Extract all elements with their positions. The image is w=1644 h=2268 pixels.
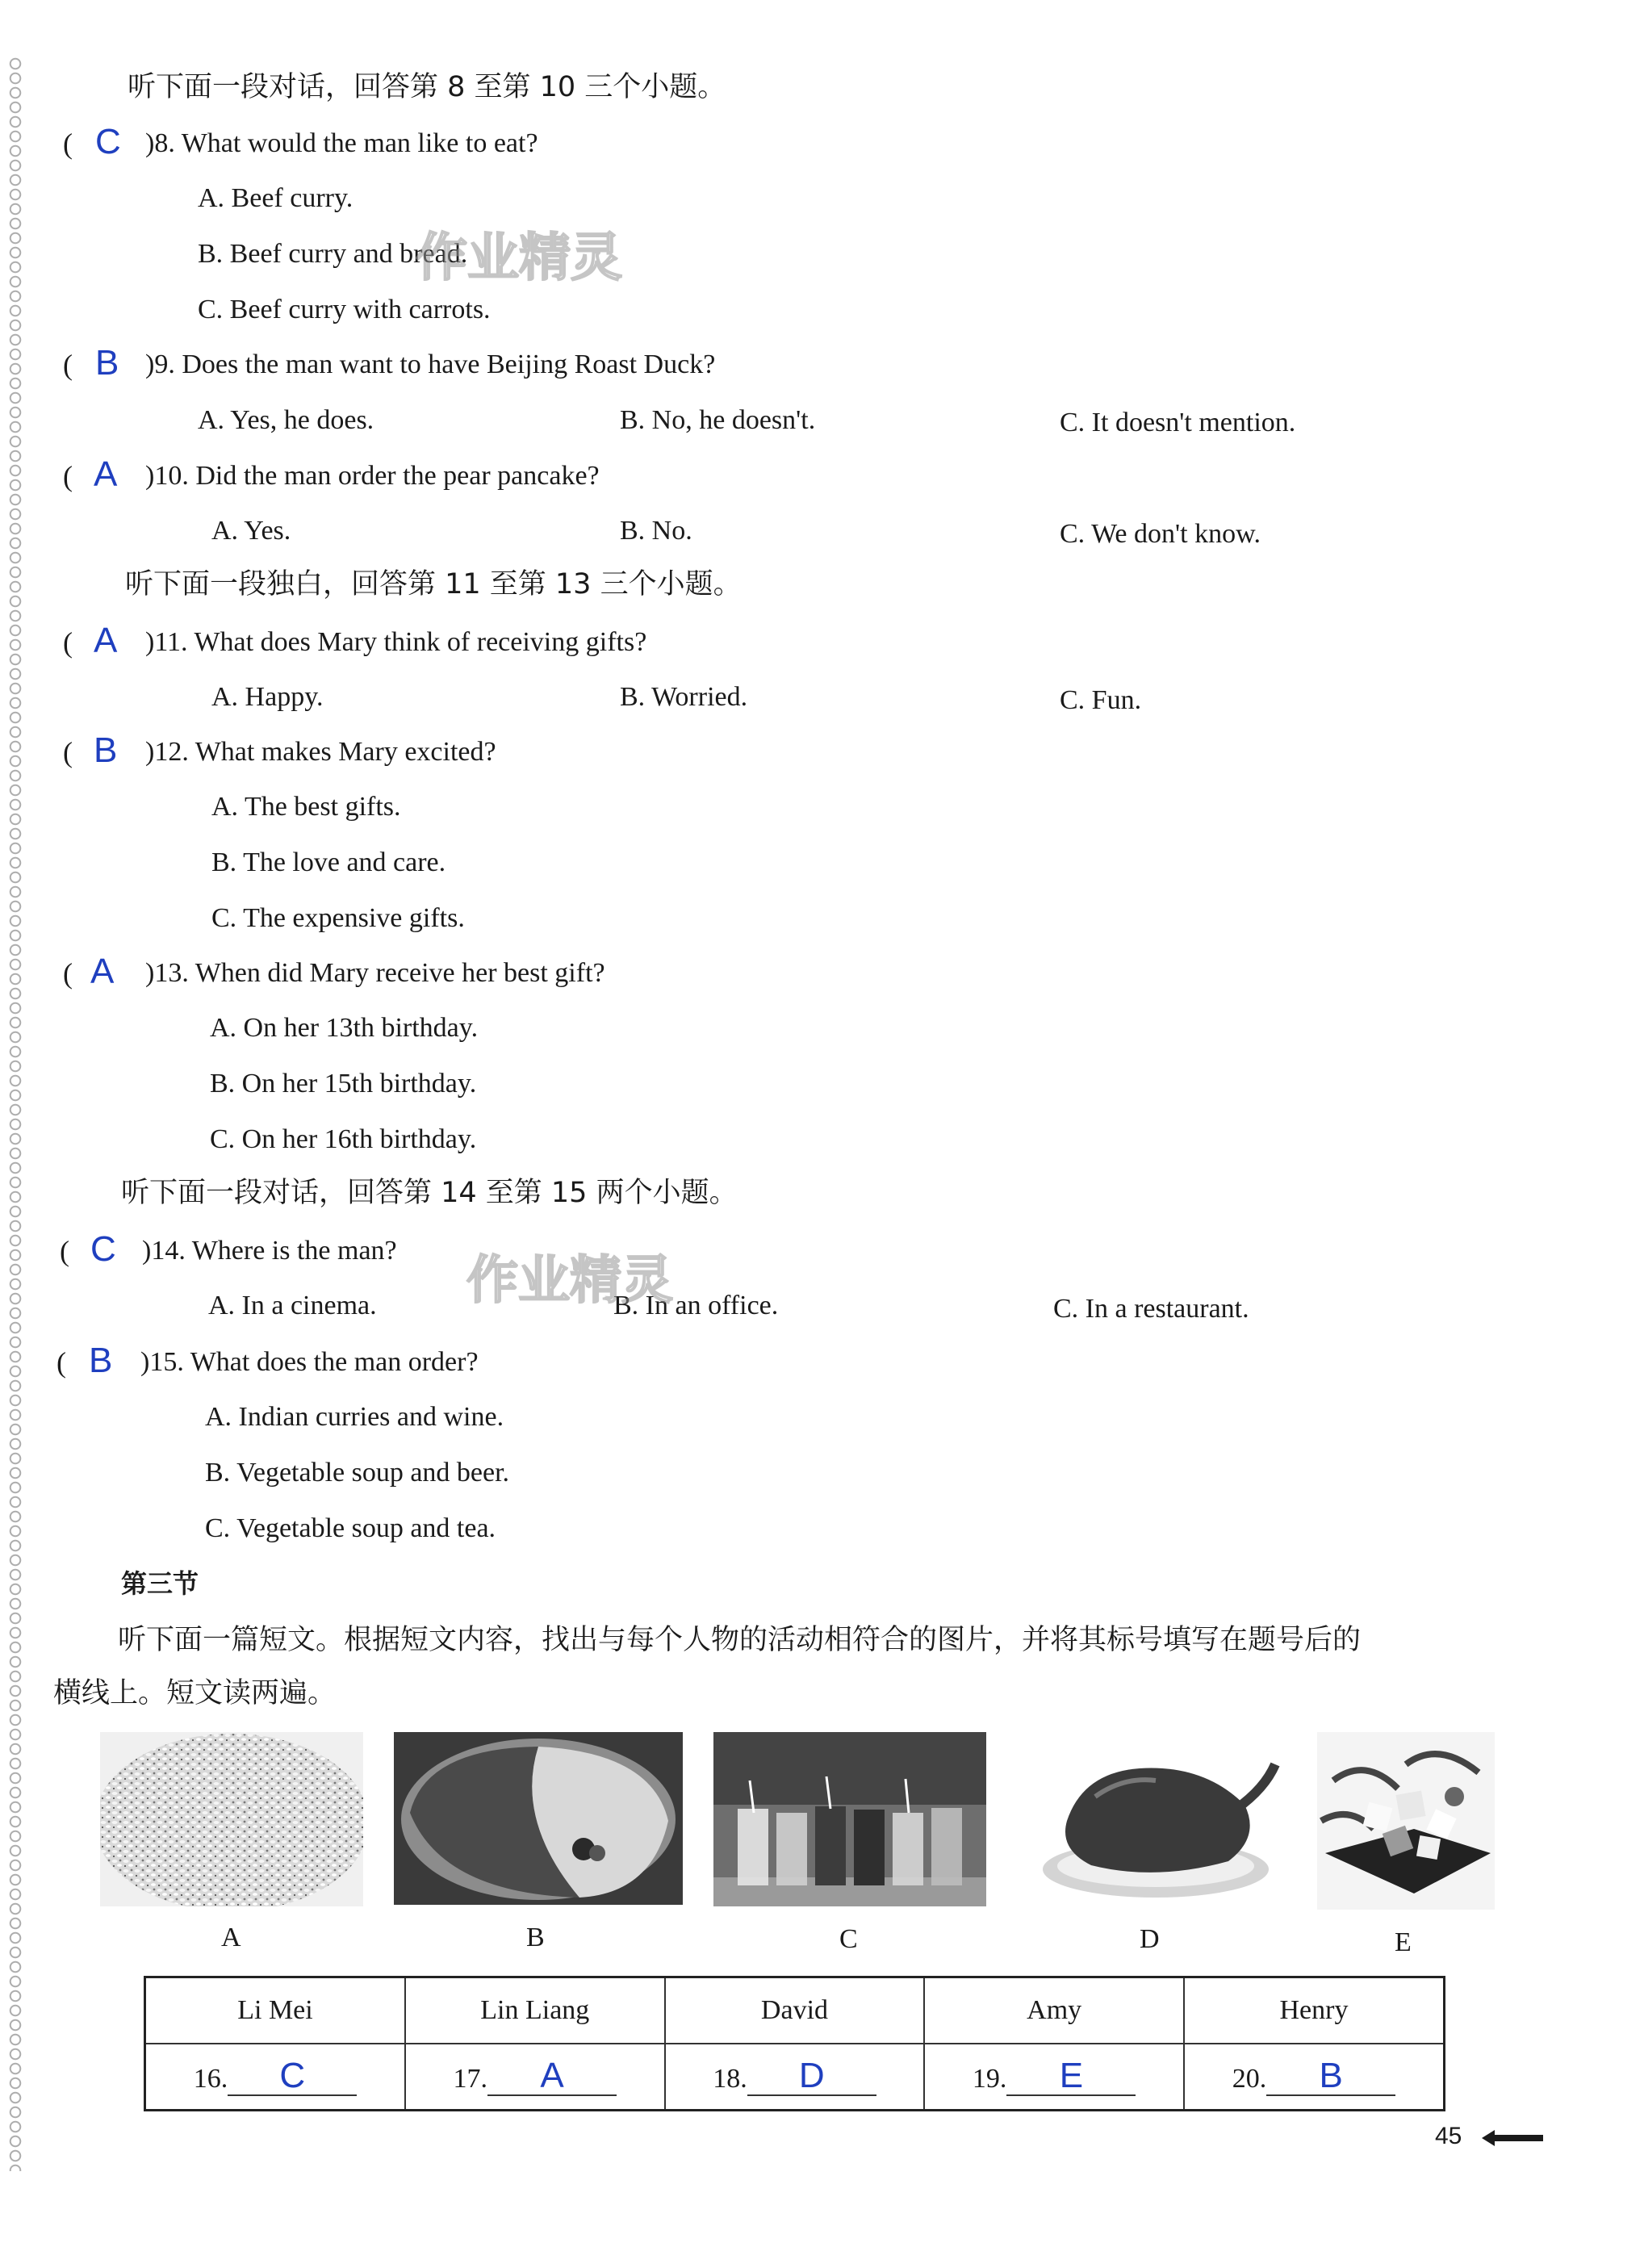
- q8-option-a: A. Beef curry.: [198, 183, 353, 213]
- picture-e-label: E: [1395, 1927, 1412, 1957]
- picture-c-drinks: [713, 1732, 986, 1906]
- q9-paren: (: [63, 349, 73, 381]
- picture-d-label: D: [1140, 1924, 1160, 1954]
- q10-option-a: A. Yes.: [211, 516, 291, 546]
- q15-answer: B: [89, 1341, 113, 1380]
- q15-option-a: A. Indian curries and wine.: [205, 1402, 504, 1432]
- table-answer-20: B: [1266, 2057, 1395, 2096]
- table-answer-16: C: [228, 2057, 357, 2096]
- q12-text: )12. What makes Mary excited?: [145, 737, 496, 767]
- table-number-19: 19.: [972, 2064, 1007, 2094]
- q15-text: )15. What does the man order?: [140, 1347, 479, 1377]
- section-intro-8-10: 听下面一段对话，回答第 8 至第 10 三个小题。: [128, 71, 726, 103]
- q9-option-b: B. No, he doesn't.: [620, 405, 816, 435]
- q8-text: )8. What would the man like to eat?: [145, 128, 538, 158]
- table-name-henry: Henry: [1184, 1977, 1445, 2044]
- table-answer-row: [145, 2044, 1445, 2111]
- q10-option-c: C. We don't know.: [1060, 519, 1261, 549]
- q14-option-a: A. In a cinema.: [208, 1291, 377, 1320]
- picture-c-label: C: [839, 1924, 858, 1954]
- table-name-lin-liang: Lin Liang: [405, 1977, 665, 2044]
- table-header-row: [145, 1977, 1445, 2044]
- q11-answer: A: [94, 621, 118, 660]
- q10-paren: (: [63, 460, 73, 492]
- q11-option-c: C. Fun.: [1060, 685, 1142, 715]
- section-intro-14-15: 听下面一段对话，回答第 14 至第 15 两个小题。: [121, 1177, 738, 1209]
- left-border-decoration: [6, 56, 24, 2171]
- page-number: 45: [1435, 2123, 1462, 2149]
- q11-paren: (: [63, 626, 73, 659]
- picture-b-label: B: [526, 1923, 545, 1952]
- picture-a-fried-rice: [100, 1732, 363, 1906]
- q9-option-a: A. Yes, he does.: [198, 405, 374, 435]
- table-name-li-mei: Li Mei: [145, 1977, 405, 2044]
- table-cell-17: [405, 2044, 665, 2111]
- q15-option-c: C. Vegetable soup and tea.: [205, 1513, 496, 1543]
- q12-paren: (: [63, 736, 73, 768]
- table-cell-19: [924, 2044, 1184, 2111]
- q8-paren: (: [63, 128, 73, 160]
- q8-option-c: C. Beef curry with carrots.: [198, 295, 491, 324]
- q11-option-b: B. Worried.: [620, 682, 748, 712]
- q10-option-b: B. No.: [620, 516, 692, 546]
- q15-option-b: B. Vegetable soup and beer.: [205, 1458, 510, 1488]
- q12-option-c: C. The expensive gifts.: [211, 903, 465, 933]
- q15-paren: (: [56, 1346, 66, 1379]
- q10-text: )10. Did the man order the pear pancake?: [145, 461, 600, 491]
- q14-paren: (: [60, 1235, 69, 1267]
- picture-e-fruit-salad: [1317, 1732, 1495, 1910]
- q9-text: )9. Does the man want to have Beijing Roast Duck?: [145, 349, 716, 379]
- table-answer-17: A: [487, 2057, 617, 2096]
- q9-answer: B: [95, 343, 119, 383]
- table-name-david: David: [665, 1977, 925, 2044]
- picture-d-roast-duck: [1019, 1732, 1291, 1906]
- q13-option-c: C. On her 16th birthday.: [210, 1124, 477, 1154]
- answer-table: [144, 1976, 1445, 2111]
- q10-answer: A: [94, 454, 118, 494]
- section-intro-11-13: 听下面一段独白，回答第 11 至第 13 三个小题。: [125, 568, 742, 600]
- table-number-17: 17.: [453, 2064, 488, 2094]
- q13-option-b: B. On her 15th birthday.: [210, 1069, 477, 1098]
- q13-text: )13. When did Mary receive her best gift?: [145, 958, 605, 988]
- table-number-18: 18.: [713, 2064, 747, 2094]
- q9-option-c: C. It doesn't mention.: [1060, 408, 1296, 437]
- table-answer-18: D: [747, 2057, 876, 2096]
- section3-instruction-line2: 横线上。短文读两遍。: [53, 1677, 337, 1709]
- picture-a-label: A: [221, 1923, 241, 1952]
- watermark-1: 作业精灵: [416, 228, 622, 288]
- table-cell-16: [145, 2044, 405, 2111]
- table-number-16: 16.: [193, 2064, 228, 2094]
- q14-option-b: B. In an office.: [613, 1291, 779, 1320]
- q14-answer: C: [90, 1229, 116, 1269]
- table-name-amy: Amy: [924, 1977, 1184, 2044]
- table-cell-18: [665, 2044, 925, 2111]
- table-cell-20: [1184, 2044, 1445, 2111]
- table-number-20: 20.: [1232, 2064, 1267, 2094]
- q14-text: )14. Where is the man?: [142, 1236, 397, 1266]
- q12-answer: B: [94, 730, 118, 770]
- q11-text: )11. What does Mary think of receiving gifts?: [145, 627, 647, 657]
- q13-answer: A: [90, 952, 115, 991]
- q14-option-c: C. In a restaurant.: [1053, 1294, 1249, 1324]
- q13-option-a: A. On her 13th birthday.: [210, 1013, 479, 1043]
- watermark-2: 作业精灵: [466, 1251, 673, 1311]
- q12-option-a: A. The best gifts.: [211, 792, 401, 822]
- picture-b-hot-pot: [394, 1732, 683, 1905]
- q11-option-a: A. Happy.: [211, 682, 324, 712]
- table-answer-19: E: [1006, 2057, 1136, 2096]
- q8-option-b: B. Beef curry and bread.: [198, 239, 468, 269]
- q13-paren: (: [63, 957, 73, 990]
- page-arrow-icon: [1482, 2128, 1543, 2149]
- section3-instruction-line1: 听下面一篇短文。根据短文内容，找出与每个人物的活动相符合的图片，并将其标号填写在题号后的: [118, 1624, 1362, 1656]
- q8-answer: C: [95, 122, 121, 161]
- section3-title: 第三节: [121, 1568, 199, 1599]
- q12-option-b: B. The love and care.: [211, 847, 446, 877]
